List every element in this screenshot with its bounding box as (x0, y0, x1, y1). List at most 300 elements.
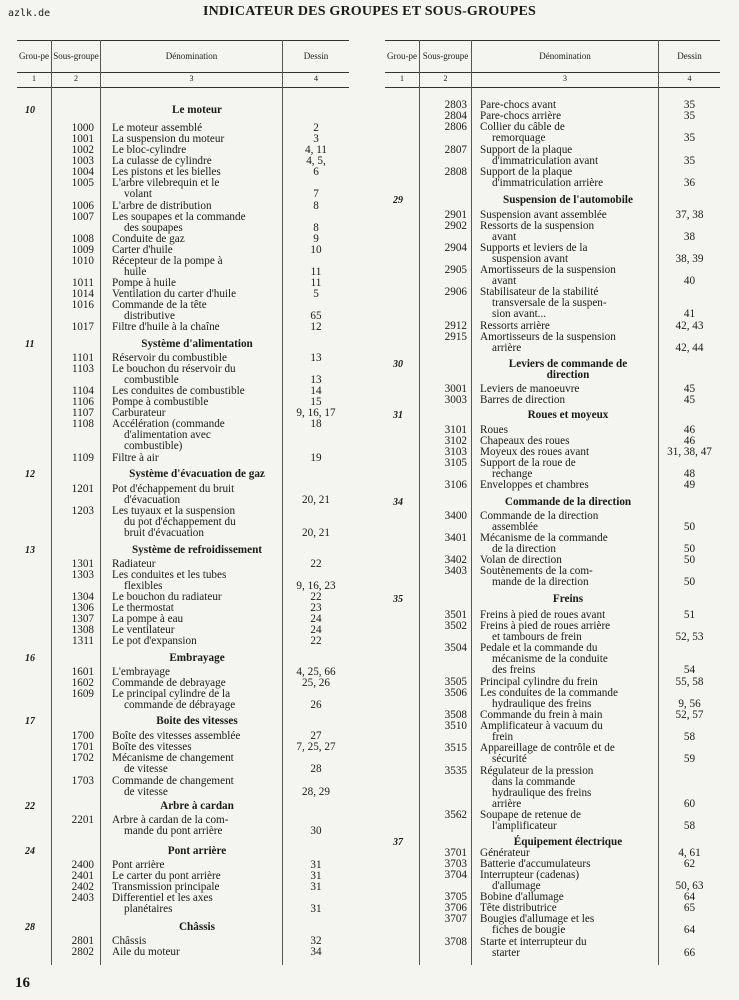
drawing-ref: 7, 25, 27 (296, 741, 336, 753)
denomination: Batterie d'accumulateurs (480, 858, 591, 870)
denomination: Amplificateur à vacuum du frein (480, 720, 603, 743)
subgroup-code: 2905 (444, 264, 467, 276)
subgroup-code: 1602 (71, 677, 94, 689)
subgroup-code: 1016 (71, 299, 94, 311)
subgroup-code: 1103 (72, 363, 94, 375)
denomination: Le thermostat (112, 602, 174, 614)
subgroup-code: 1008 (71, 233, 94, 245)
drawing-ref: 4, 25, 66 (296, 666, 336, 678)
subgroup-code: 3105 (444, 457, 467, 469)
denomination: Leviers de manoeuvre (480, 383, 580, 395)
subgroup-code: 2904 (444, 242, 467, 254)
subgroup-code: 2807 (444, 144, 467, 156)
subgroup-code: 1306 (71, 602, 94, 614)
header-sous-groupe: Sous- groupe (53, 51, 99, 61)
subgroup-code: 1700 (71, 730, 94, 742)
denomination: Pedale et la commande du mécanisme de la conduite des freins (480, 642, 608, 676)
denomination: Les conduites de combustible (112, 385, 245, 397)
subgroup-code: 1703 (71, 775, 94, 787)
denomination: Chapeaux des roues (480, 435, 570, 447)
denomination: Les conduites et les tubes flexibles (112, 569, 227, 592)
subgroup-code: 3401 (444, 532, 467, 544)
drawing-ref: 41 (683, 308, 696, 320)
subgroup-code: 1311 (72, 635, 94, 647)
subgroup-code: 1106 (72, 396, 94, 408)
drawing-ref: 27 (310, 730, 322, 742)
subgroup-code: 1000 (71, 122, 94, 134)
group-title: Leviers de commande de direction (508, 358, 628, 381)
denomination: Supports et leviers de la suspension avant (480, 242, 588, 265)
subgroup-code: 3403 (444, 565, 467, 577)
subgroup-code: 2902 (444, 220, 467, 232)
drawing-ref: 48 (683, 468, 696, 480)
drawing-ref: 37, 38 (675, 209, 704, 221)
subgroup-code: 3562 (444, 809, 467, 821)
drawing-ref: 20, 21 (302, 494, 330, 506)
subgroup-code: 1304 (71, 591, 94, 603)
drawing-ref: 13 (310, 374, 322, 386)
drawing-ref: 24 (310, 624, 322, 636)
denomination: Support de la roue de rechange (480, 457, 576, 480)
drawing-ref: 55, 58 (675, 676, 704, 688)
denomination: Commande du frein à main (480, 709, 603, 721)
drawing-ref: 42, 44 (675, 342, 704, 354)
denomination: Amortisseurs de la suspension arrière (480, 331, 616, 354)
subgroup-code: 1006 (71, 200, 94, 212)
denomination: Pare-chocs arrière (480, 110, 562, 122)
subgroup-code: 3510 (444, 720, 467, 732)
subgroup-code: 3102 (444, 435, 467, 447)
denomination: Stabilisateur de la stabilité transversale de la suspen- sion avant... (480, 286, 607, 320)
denomination: Bougies d'allumage et les fiches de bougie (480, 913, 595, 936)
drawing-ref: 52, 57 (675, 709, 704, 721)
header-denomination: Dénomination (165, 51, 218, 61)
denomination: Commande de la direction assemblée (480, 510, 599, 533)
denomination: Réservoir du combustible (112, 352, 227, 364)
denomination: Mécanisme de changement de vitesse (112, 752, 234, 775)
drawing-ref: 15 (310, 396, 322, 408)
subgroup-code: 1009 (71, 244, 94, 256)
denomination: Commande de la tête distributive (112, 299, 207, 322)
drawing-ref: 45 (683, 383, 696, 395)
drawing-ref: 11 (310, 266, 322, 278)
group-number: 35 (393, 594, 403, 605)
drawing-ref: 35 (683, 110, 696, 122)
drawing-ref: 65 (310, 310, 322, 322)
denomination: Roues (480, 424, 508, 436)
group-number: 24 (25, 846, 35, 857)
drawing-ref: 35 (683, 155, 696, 167)
denomination: Boîte des vitesses (112, 741, 192, 753)
denomination: Générateur (480, 847, 530, 859)
drawing-ref: 14 (310, 385, 322, 397)
denomination: Filtre à air (112, 452, 159, 464)
group-number: 37 (393, 837, 403, 848)
subgroup-code: 2803 (444, 99, 467, 111)
header-num-3: 3 (563, 74, 567, 83)
page-number: 16 (15, 975, 30, 991)
denomination: L'arbre vilebrequin et le volant (112, 177, 220, 200)
subgroup-code: 1001 (71, 133, 94, 145)
denomination: Ressorts de la suspension avant (480, 220, 595, 243)
subgroup-code: 2201 (71, 814, 94, 826)
drawing-ref: 4, 5, (306, 155, 326, 167)
header-denomination: Dénomination (539, 51, 591, 61)
header-num-4: 4 (687, 74, 692, 83)
drawing-ref: 9, 16, 17 (296, 407, 336, 419)
subgroup-code: 1107 (72, 407, 94, 419)
denomination: Mécanisme de la commande de la direction (480, 532, 608, 555)
drawing-ref: 8 (313, 200, 319, 212)
denomination: Enveloppes et chambres (480, 479, 589, 491)
drawing-ref: 35 (683, 99, 696, 111)
drawing-ref: 22 (310, 591, 322, 603)
group-title: Équipement électrique (513, 836, 623, 848)
group-number: 28 (25, 922, 35, 933)
denomination: Freins à pied de roues arrière et tambours de frein (480, 620, 611, 643)
drawing-ref: 50 (683, 521, 696, 533)
group-title: Le moteur (171, 104, 223, 116)
subgroup-code: 1017 (71, 321, 94, 333)
drawing-ref: 45 (683, 394, 696, 406)
subgroup-code: 3701 (444, 847, 467, 859)
denomination: Soupape de retenue de l'amplificateur (480, 809, 581, 832)
denomination: Le bouchon du radiateur (112, 591, 222, 603)
header-num-1: 1 (400, 74, 404, 83)
drawing-ref: 6 (313, 166, 319, 178)
denomination: Conduite de gaz (112, 233, 185, 245)
subgroup-code: 3707 (444, 913, 467, 925)
drawing-ref: 25, 26 (302, 677, 330, 689)
header-sous-groupe: Sous- groupe (422, 51, 469, 61)
header-groupe: Grou- pe (19, 51, 49, 61)
group-number: 17 (25, 716, 35, 727)
drawing-ref: 11 (310, 277, 322, 289)
drawing-ref: 64 (683, 924, 696, 936)
denomination: Starte et interrupteur du starter (480, 936, 587, 959)
group-title: Système de refroidissement (131, 544, 263, 556)
denomination: Les soupapes et la commande des soupapes (112, 211, 246, 234)
subgroup-code: 3106 (444, 479, 467, 491)
drawing-ref: 31 (310, 870, 322, 882)
denomination: Moyeux des roues avant (480, 446, 590, 458)
denomination: Pont arrière (112, 859, 165, 871)
subgroup-code: 3504 (444, 642, 467, 654)
drawing-ref: 9, 16, 23 (296, 580, 336, 592)
drawing-ref: 58 (683, 820, 696, 832)
group-title: Arbre à cardan (160, 800, 234, 812)
header-num-3: 3 (189, 74, 194, 83)
drawing-ref: 5 (313, 288, 319, 300)
subgroup-code: 1702 (71, 752, 94, 764)
denomination: La suspension du moteur (112, 133, 225, 145)
group-title: Commande de la direction (504, 496, 632, 508)
subgroup-code: 2401 (71, 870, 94, 882)
page-title: INDICATEUR DES GROUPES ET SOUS-GROUPES (202, 4, 537, 19)
denomination: Interrupteur (cadenas) d'allumage (480, 869, 580, 892)
subgroup-code: 3535 (444, 765, 467, 777)
denomination: Carter d'huile (112, 244, 173, 256)
subgroup-code: 1003 (71, 155, 94, 167)
header-dessin: Dessin (303, 51, 329, 61)
subgroup-code: 1601 (71, 666, 94, 678)
denomination: Amortisseurs de la suspension avant (480, 264, 616, 287)
denomination: La culasse de cylindre (112, 155, 212, 167)
drawing-ref: 30 (310, 825, 322, 837)
subgroup-code: 2804 (444, 110, 467, 122)
group-title: Boite des vitesses (156, 715, 238, 727)
drawing-ref: 38, 39 (675, 253, 704, 265)
denomination: Pot d'échappement du bruit d'évacuation (112, 483, 235, 506)
denomination: Collier du câble de remorquage (480, 121, 565, 144)
drawing-ref: 34 (310, 946, 322, 958)
subgroup-code: 3402 (444, 554, 467, 566)
subgroup-code: 1701 (71, 741, 94, 753)
denomination: L'arbre de distribution (112, 200, 212, 212)
subgroup-code: 1307 (71, 613, 94, 625)
subgroup-code: 3704 (444, 869, 467, 881)
subgroup-code: 1002 (71, 144, 94, 156)
subgroup-code: 1014 (71, 288, 94, 300)
drawing-ref: 31 (310, 881, 322, 893)
drawing-ref: 28, 29 (302, 786, 330, 798)
drawing-ref: 4, 11 (305, 144, 327, 156)
group-title: Châssis (178, 921, 216, 933)
group-title: Pont arrière (167, 845, 227, 857)
denomination: Bobine d'allumage (480, 891, 564, 903)
group-title: Freins (552, 593, 584, 605)
drawing-ref: 42, 43 (675, 320, 704, 332)
denomination: L'embrayage (112, 666, 170, 678)
drawing-ref: 59 (683, 753, 696, 765)
drawing-ref: 49 (683, 479, 696, 491)
denomination: Aile du moteur (112, 946, 180, 958)
subgroup-code: 2802 (71, 946, 94, 958)
drawing-ref: 3 (313, 133, 319, 145)
header-dessin: Dessin (677, 51, 702, 61)
subgroup-code: 2806 (444, 121, 467, 133)
denomination: Le pot d'expansion (112, 635, 197, 647)
group-number: 13 (25, 545, 35, 556)
subgroup-code: 3003 (444, 394, 467, 406)
denomination: Volan de direction (480, 554, 562, 566)
denomination: Le ventilateur (112, 624, 175, 636)
group-title: Système d'évacuation de gaz (129, 468, 265, 480)
header-groupe: Grou- pe (387, 51, 417, 61)
subgroup-code: 2906 (444, 286, 467, 298)
drawing-ref: 23 (310, 602, 322, 614)
denomination: Ressorts arrière (480, 320, 550, 332)
subgroup-code: 1108 (72, 418, 94, 430)
drawing-ref: 50 (683, 576, 696, 588)
drawing-ref: 31, 38, 47 (667, 446, 712, 458)
drawing-ref: 24 (310, 613, 322, 625)
group-title: Roues et moyeux (527, 409, 609, 421)
subgroup-code: 1308 (71, 624, 94, 636)
subgroup-code: 3705 (444, 891, 467, 903)
subgroup-code: 2901 (444, 209, 467, 221)
drawing-ref: 31 (310, 859, 322, 871)
denomination: Differentiel et les axes planétaires (112, 892, 213, 915)
denomination: Radiateur (112, 558, 156, 570)
drawing-ref: 9 (313, 233, 319, 245)
drawing-ref: 65 (683, 902, 696, 914)
subgroup-code: 3103 (444, 446, 467, 458)
denomination: Boîte des vitesses assemblée (112, 730, 241, 742)
denomination: Le bloc-cylindre (112, 144, 187, 156)
subgroup-code: 1301 (71, 558, 94, 570)
drawing-ref: 46 (683, 424, 696, 436)
denomination: Tête distributrice (480, 902, 557, 914)
subgroup-code: 3708 (444, 936, 467, 948)
drawing-ref: 2 (313, 122, 319, 134)
subgroup-code: 1005 (71, 177, 94, 189)
subgroup-code: 2801 (71, 935, 94, 947)
subgroup-code: 1104 (72, 385, 94, 397)
denomination: Arbre à cardan de la com- mande du pont arrière (112, 814, 229, 837)
group-number: 34 (393, 497, 403, 508)
subgroup-code: 1203 (71, 505, 94, 517)
subgroup-code: 3502 (444, 620, 467, 632)
denomination: Le bouchon du réservoir du combustible (112, 363, 236, 386)
drawing-ref: 31 (310, 903, 322, 915)
denomination: Suspension avant assemblée (480, 209, 607, 221)
denomination: Soutènements de la com- mande de la direction (480, 565, 593, 588)
denomination: Commande de debrayage (112, 677, 226, 689)
denomination: Commande de changement de vitesse (112, 775, 234, 798)
denomination: Principal cylindre du frein (480, 676, 598, 688)
subgroup-code: 2400 (71, 859, 94, 871)
header-num-2: 2 (74, 74, 78, 83)
group-number: 12 (25, 469, 35, 480)
denomination: Ventilation du carter d'huile (112, 288, 237, 300)
subgroup-code: 3506 (444, 687, 467, 699)
drawing-ref: 40 (683, 275, 696, 287)
subgroup-code: 3515 (444, 742, 467, 754)
group-number: 10 (25, 105, 35, 116)
group-number: 11 (25, 339, 35, 350)
group-title: Système d'alimentation (141, 338, 253, 350)
denomination: La pompe à eau (112, 613, 184, 625)
denomination: Filtre d'huile à la chaîne (112, 321, 220, 333)
drawing-ref: 22 (310, 558, 322, 570)
subgroup-code: 2402 (71, 881, 94, 893)
drawing-ref: 12 (310, 321, 322, 333)
denomination: Support de la plaque d'immatriculation arrière (480, 166, 604, 189)
subgroup-code: 3400 (444, 510, 467, 522)
subgroup-code: 3505 (444, 676, 467, 688)
subgroup-code: 2808 (444, 166, 467, 178)
drawing-ref: 32 (310, 935, 322, 947)
group-number: 16 (25, 653, 35, 664)
drawing-ref: 4, 61 (678, 847, 701, 859)
drawing-ref: 8 (313, 222, 319, 234)
drawing-ref: 13 (310, 352, 322, 364)
left-table-header (17, 40, 349, 88)
denomination: Les conduites de la commande hydraulique des freins (480, 687, 618, 710)
subgroup-code: 3501 (444, 609, 467, 621)
drawing-ref: 50, 63 (675, 880, 704, 892)
subgroup-code: 3703 (444, 858, 467, 870)
group-number: 31 (393, 410, 403, 421)
subgroup-code: 1609 (71, 688, 94, 700)
subgroup-code: 1004 (71, 166, 94, 178)
drawing-ref: 20, 21 (302, 527, 330, 539)
drawing-ref: 66 (683, 947, 696, 959)
denomination: Pompe à huile (112, 277, 177, 289)
denomination: Les pistons et les bielles (112, 166, 221, 178)
drawing-ref: 60 (683, 798, 696, 810)
drawing-ref: 52, 53 (675, 631, 704, 643)
group-title: Suspension de l'automobile (503, 194, 633, 206)
subgroup-code: 1007 (71, 211, 94, 223)
drawing-ref: 58 (683, 731, 696, 743)
right-table (385, 40, 720, 965)
subgroup-code: 3001 (444, 383, 467, 395)
drawing-ref: 50 (683, 543, 696, 555)
subgroup-code: 3706 (444, 902, 467, 914)
drawing-ref: 36 (683, 177, 696, 189)
drawing-ref: 51 (683, 609, 696, 621)
drawing-ref: 64 (683, 891, 696, 903)
watermark: azlk.de (8, 8, 51, 19)
drawing-ref: 18 (310, 418, 322, 430)
denomination: Les tuyaux et la suspension du pot d'échappement du bruit d'évacuation (112, 505, 236, 539)
subgroup-code: 1010 (71, 255, 94, 267)
denomination: Régulateur de la pression dans la commande hydraulique des freins arrière (480, 765, 594, 810)
group-number: 29 (393, 195, 403, 206)
drawing-ref: 54 (683, 664, 696, 676)
denomination: Transmission principale (112, 881, 220, 893)
subgroup-code: 1109 (72, 452, 94, 464)
header-num-1: 1 (32, 74, 36, 83)
subgroup-code: 2403 (71, 892, 94, 904)
drawing-ref: 9, 56 (678, 698, 701, 710)
denomination: Accélération (commande d'alimentation avec combustible) (112, 418, 225, 452)
subgroup-code: 2912 (444, 320, 467, 332)
denomination: Le principal cylindre de la commande de débrayage (112, 688, 236, 711)
denomination: Le moteur assemblé (112, 122, 203, 134)
denomination: Appareillage de contrôle et de sécurité (480, 742, 615, 765)
group-number: 30 (393, 359, 403, 370)
drawing-ref: 28 (310, 763, 322, 775)
drawing-ref: 46 (683, 435, 696, 447)
subgroup-code: 3508 (444, 709, 467, 721)
subgroup-code: 1303 (71, 569, 94, 581)
denomination: Pompe à combustible (112, 396, 209, 408)
denomination: Le carter du pont arrière (112, 870, 221, 882)
denomination: Récepteur de la pompe à huile (112, 255, 223, 278)
group-title: Embrayage (169, 652, 225, 664)
subgroup-code: 1011 (72, 277, 94, 289)
subgroup-code: 1101 (72, 352, 94, 364)
drawing-ref: 50 (683, 554, 696, 566)
group-number: 22 (25, 801, 35, 812)
drawing-ref: 10 (310, 244, 322, 256)
denomination: Freins à pied de roues avant (480, 609, 606, 621)
drawing-ref: 7 (313, 188, 319, 200)
left-table (17, 40, 349, 965)
drawing-ref: 35 (683, 132, 696, 144)
drawing-ref: 38 (683, 231, 696, 243)
subgroup-code: 3101 (444, 424, 467, 436)
drawing-ref: 22 (310, 635, 322, 647)
drawing-ref: 62 (683, 858, 696, 870)
denomination: Carburateur (112, 407, 166, 419)
header-num-2: 2 (443, 74, 448, 83)
drawing-ref: 19 (310, 452, 322, 464)
denomination: Support de la plaque d'immatriculation avant (480, 144, 599, 167)
